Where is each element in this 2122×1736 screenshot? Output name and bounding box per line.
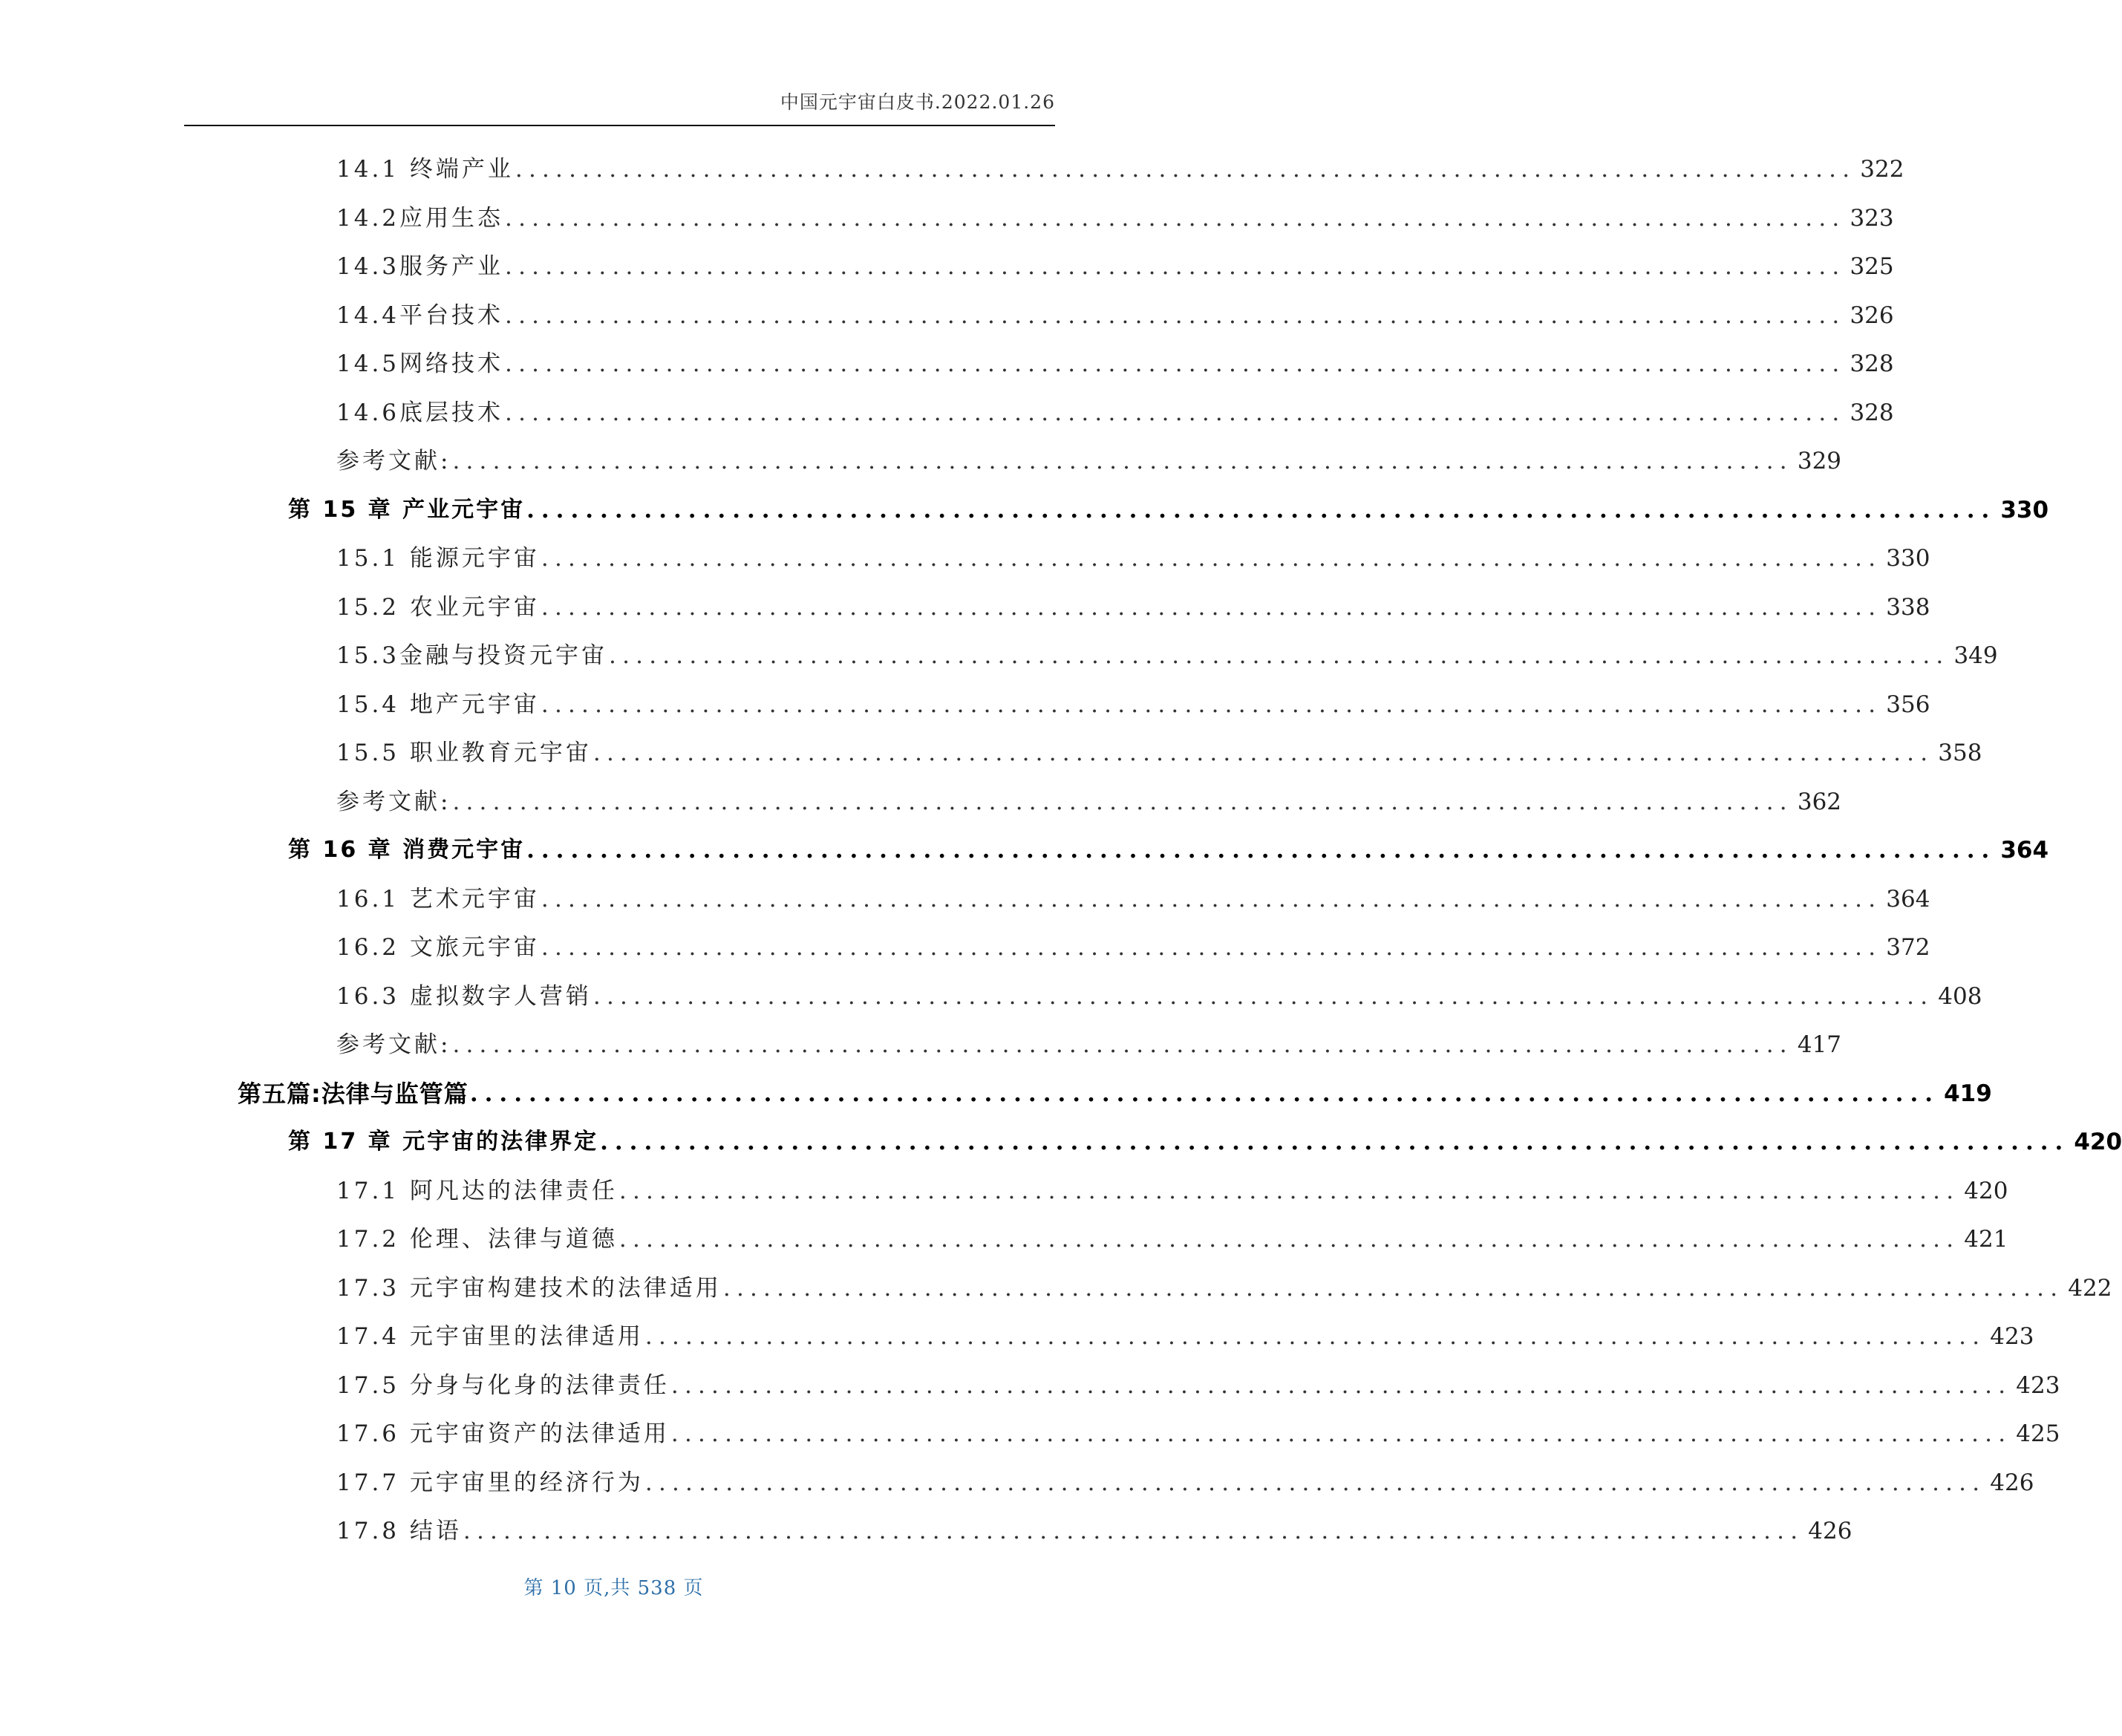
toc-page-number: 338 <box>1886 593 1930 621</box>
toc-page-number: 329 <box>1797 448 1842 474</box>
toc-dot-leader: .................................................................................................... <box>505 399 1846 426</box>
toc-entry-title: 17.8 结语 <box>336 1518 462 1544</box>
toc-entry-section[interactable] <box>336 147 1904 184</box>
toc-entry-title: 17.6 元宇宙资产的法律适用 <box>336 1420 670 1447</box>
toc-entry-section[interactable] <box>336 1169 2008 1206</box>
toc-dot-leader: .................................................................................................... <box>505 301 1846 329</box>
toc-entry-title: 16.2 文旅元宇宙 <box>336 934 540 961</box>
toc-entry-title: 第 17 章 元宇宙的法律界定 <box>288 1129 599 1155</box>
toc-dot-leader: .................................................................................................... <box>618 1226 1960 1253</box>
toc-page-number: 372 <box>1886 934 1930 961</box>
toc-entry-title: 17.2 伦理、法律与道德 <box>336 1226 618 1253</box>
toc-entry-title: 17.1 阿凡达的法律责任 <box>336 1177 618 1204</box>
toc-entry-section[interactable] <box>336 342 1894 379</box>
toc-entry-section[interactable] <box>336 244 1894 281</box>
header-divider <box>184 125 1055 126</box>
toc-entry-section[interactable] <box>336 293 1894 330</box>
toc-dot-leader: .................................................................................................... <box>592 740 1934 766</box>
toc-dot-leader: .................................................................................................... <box>515 156 1856 183</box>
document-header-title: 中国元宇宙白皮书.2022.01.26 <box>780 91 1055 113</box>
toc-entry-section[interactable] <box>336 633 1998 670</box>
toc-page-number: 323 <box>1850 204 1894 232</box>
toc-dot-leader: .................................................................................................... <box>644 1469 1986 1496</box>
toc-page-number: 417 <box>1797 1031 1842 1058</box>
toc-entry-title: 第 16 章 消费元宇宙 <box>288 837 526 863</box>
toc-entry-section[interactable] <box>336 877 1930 914</box>
toc-dot-leader: .................................................................................................... <box>452 788 1793 815</box>
toc-entry-section[interactable] <box>336 1461 2034 1498</box>
toc-entry-title: 14.2应用生态 <box>336 204 504 232</box>
toc-dot-leader: .................................................................................................... <box>600 1129 2070 1155</box>
toc-entry-title: 参考文献: <box>336 788 451 815</box>
toc-page-number: 423 <box>1990 1323 2034 1350</box>
toc-dot-leader: .................................................................................................... <box>541 691 1882 718</box>
toc-entry-section[interactable] <box>336 1022 1842 1060</box>
toc-entry-section[interactable] <box>336 536 1930 573</box>
toc-entry-title: 17.5 分身与化身的法律责任 <box>336 1371 670 1399</box>
toc-entry-section[interactable] <box>336 1217 2008 1254</box>
toc-page-number: 364 <box>1886 885 1930 913</box>
toc-entry-title: 14.1 终端产业 <box>336 156 514 183</box>
toc-entry-title: 16.1 艺术元宇宙 <box>336 885 540 913</box>
toc-entry-section[interactable] <box>336 1266 2112 1303</box>
toc-entry-title: 参考文献: <box>336 448 451 474</box>
toc-page-number: 328 <box>1850 350 1894 377</box>
toc-entry-section[interactable] <box>336 974 1982 1011</box>
toc-page-number: 358 <box>1938 740 1982 766</box>
toc-page-number: 420 <box>1964 1177 2008 1204</box>
toc-page-number: 408 <box>1938 982 1982 1010</box>
toc-page-number: 420 <box>2074 1129 2122 1155</box>
toc-dot-leader: .................................................................................................... <box>452 1031 1793 1058</box>
toc-entry-section[interactable] <box>336 925 1930 962</box>
toc-entry-title: 15.1 能源元宇宙 <box>336 545 540 572</box>
toc-dot-leader: .................................................................................................... <box>469 1080 1940 1107</box>
toc-entry-section[interactable] <box>336 196 1894 233</box>
toc-dot-leader: .................................................................................................... <box>541 545 1882 572</box>
toc-entry-title: 14.3服务产业 <box>336 253 504 280</box>
toc-entry-title: 14.4平台技术 <box>336 301 504 329</box>
toc-page-number: 326 <box>1850 301 1894 329</box>
toc-entry-title: 15.4 地产元宇宙 <box>336 691 540 718</box>
toc-dot-leader: .................................................................................................... <box>526 837 1997 864</box>
toc-page-number: 364 <box>2000 837 2049 864</box>
toc-page-number: 328 <box>1850 399 1894 426</box>
toc-entry-title: 14.6底层技术 <box>336 399 504 426</box>
toc-entry-section[interactable] <box>336 1363 2060 1400</box>
toc-entry-section[interactable] <box>336 391 1894 428</box>
toc-page-number: 425 <box>2016 1420 2060 1447</box>
toc-entry-title: 15.2 农业元宇宙 <box>336 593 540 621</box>
toc-entry-title: 第 15 章 产业元宇宙 <box>288 496 526 523</box>
toc-entry-chapter[interactable] <box>288 1120 2122 1157</box>
toc-dot-leader: .................................................................................................... <box>644 1323 1986 1350</box>
toc-entry-section[interactable] <box>336 1314 2034 1351</box>
toc-entry-title: 17.3 元宇宙构建技术的法律适用 <box>336 1274 722 1302</box>
toc-dot-leader: .................................................................................................... <box>505 204 1846 232</box>
toc-entry-title: 15.3金融与投资元宇宙 <box>336 642 608 669</box>
toc-dot-leader: .................................................................................................... <box>592 982 1934 1010</box>
toc-entry-section[interactable] <box>336 731 1982 768</box>
toc-entry-section[interactable] <box>336 1412 2060 1449</box>
toc-dot-leader: .................................................................................................... <box>541 885 1882 913</box>
toc-page-number: 426 <box>1990 1469 2034 1496</box>
toc-page-number: 349 <box>1953 642 1998 669</box>
toc-dot-leader: .................................................................................................... <box>670 1420 2012 1447</box>
toc-entry-section[interactable] <box>336 439 1842 476</box>
toc-entry-title: 14.5网络技术 <box>336 350 504 377</box>
toc-entry-section[interactable] <box>336 682 1930 719</box>
toc-page-number: 362 <box>1797 788 1842 815</box>
toc-entry-title: 17.7 元宇宙里的经济行为 <box>336 1469 644 1496</box>
toc-page-number: 422 <box>2068 1274 2112 1302</box>
toc-dot-leader: .................................................................................................... <box>609 642 1950 669</box>
toc-page-number: 330 <box>1886 545 1930 572</box>
toc-dot-leader: .................................................................................................... <box>452 448 1793 474</box>
toc-dot-leader: .................................................................................................... <box>505 253 1846 280</box>
toc-page-number: 426 <box>1808 1518 1852 1544</box>
toc-entry-title: 16.3 虚拟数字人营销 <box>336 982 592 1010</box>
toc-dot-leader: .................................................................................................... <box>526 496 1997 523</box>
toc-dot-leader: .................................................................................................... <box>618 1177 1960 1204</box>
toc-page-number: 356 <box>1886 691 1930 718</box>
toc-page-number: 419 <box>1944 1080 1992 1107</box>
toc-entry-title: 15.5 职业教育元宇宙 <box>336 740 592 766</box>
toc-page-number: 423 <box>2016 1371 2060 1399</box>
toc-entry-section[interactable] <box>336 1509 1852 1546</box>
toc-entry-chapter[interactable] <box>288 828 2049 865</box>
toc-entry-title: 参考文献: <box>336 1031 451 1058</box>
toc-dot-leader: .................................................................................................... <box>463 1518 1804 1544</box>
toc-page-number: 325 <box>1850 253 1894 280</box>
toc-entry-part[interactable] <box>238 1071 1992 1109</box>
toc-dot-leader: .................................................................................................... <box>541 593 1882 621</box>
toc-page-number: 322 <box>1860 156 1904 183</box>
page-indicator: 第 10 页,共 538 页 <box>523 1577 704 1599</box>
toc-entry-title: 17.4 元宇宙里的法律适用 <box>336 1323 644 1350</box>
toc-dot-leader: .................................................................................................... <box>670 1371 2012 1399</box>
toc-entry-section[interactable] <box>336 585 1930 622</box>
toc-dot-leader: .................................................................................................... <box>722 1274 2064 1302</box>
toc-entry-chapter[interactable] <box>288 488 2049 525</box>
toc-page-number: 421 <box>1964 1226 2008 1253</box>
toc-entry-section[interactable] <box>336 780 1842 817</box>
toc-entry-title: 第五篇:法律与监管篇 <box>238 1079 469 1108</box>
toc-dot-leader: .................................................................................................... <box>541 934 1882 961</box>
toc-dot-leader: .................................................................................................... <box>505 350 1846 377</box>
toc-page-number: 330 <box>2000 496 2049 523</box>
